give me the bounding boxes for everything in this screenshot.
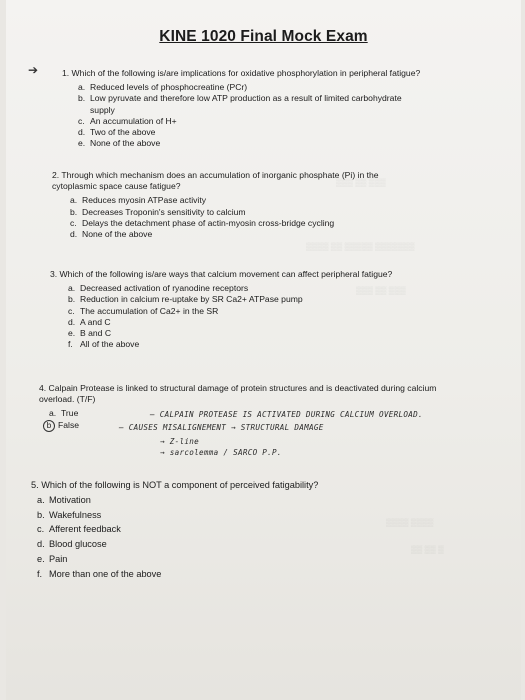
answer-option[interactable]: a. Decreased activation of ryanodine receptors [68, 283, 249, 294]
question-1 [62, 68, 422, 149]
answer-option[interactable]: e. Pain [37, 553, 68, 564]
answer-option-selected[interactable]: b False [45, 420, 449, 432]
question-3 [50, 269, 440, 350]
answer-option[interactable]: d. Two of the above [78, 127, 156, 138]
answer-option[interactable]: b. Reduction in calcium re-uptake by SR Ca2+ ATPase pump [68, 294, 303, 305]
answer-option[interactable]: e. None of the above [78, 138, 161, 149]
answer-option[interactable]: f. More than one of the above [37, 568, 162, 579]
answer-option[interactable]: b. Wakefulness [37, 509, 102, 520]
bleed-through-text: ▒▒▒▒ ▒▒ ▒▒▒▒▒ ▒▒▒▒▒▒▒ [306, 242, 415, 251]
handwritten-note: → Z-line [160, 437, 199, 446]
bleed-through-text: ▒▒▒ ▒▒ ▒▒▒ [336, 178, 386, 187]
bleed-through-text: ▒▒▒▒ ▒▒▒▒ [386, 518, 434, 527]
question-stem: 4. Calpain Protease is linked to structural damage of protein structures and is deactivated during calcium overload. (T/F) [39, 383, 437, 405]
question-stem: 3. Which of the following is/are ways that calcium movement can affect peripheral fatigue? [50, 269, 393, 279]
answer-option[interactable]: a. Motivation [37, 494, 91, 505]
answer-option[interactable]: d. A and C [68, 316, 111, 327]
answer-option[interactable]: d. Blood glucose [37, 539, 107, 550]
question-stem: 5. Which of the following is NOT a component of perceived fatigability? [31, 480, 319, 490]
answer-option[interactable]: c. The accumulation of Ca2+ in the SR [68, 305, 219, 316]
answer-option[interactable]: e. B and C [68, 328, 112, 339]
answer-option[interactable]: d. None of the above [70, 229, 153, 240]
exam-page [6, 0, 521, 700]
answer-option[interactable]: b. Low pyruvate and therefore low ATP production as a result of limited carbohydrate supply [78, 93, 402, 115]
answer-option[interactable]: a. True [49, 408, 79, 419]
right-arrow-icon: ➔ [28, 63, 39, 77]
answer-option[interactable]: c. Afferent feedback [37, 524, 121, 535]
answer-option[interactable]: a. Reduced levels of phosphocreatine (PCr) [78, 82, 248, 93]
question-stem: 1. Which of the following is/are implications for oxidative phosphorylation in peripheral fatigue? [62, 68, 421, 78]
answer-option[interactable]: c. An accumulation of H+ [78, 115, 177, 126]
question-5 [31, 478, 451, 582]
answer-option[interactable]: a. Reduces myosin ATPase activity [70, 195, 207, 206]
circled-answer-mark: b [43, 420, 55, 432]
bleed-through-text: ▒▒▒ ▒▒ ▒▒▒ [356, 286, 406, 295]
handwritten-note: — CALPAIN PROTEASE IS ACTIVATED DURING CALCIUM OVERLOAD. [150, 410, 423, 419]
question-stem: 2. Through which mechanism does an accumulation of inorganic phosphate (Pi) in the cytoplasmic space cause fatigue? [52, 170, 379, 192]
answer-option[interactable]: b. Decreases Troponin's sensitivity to calcium [70, 206, 246, 217]
handwritten-note: — CAUSES MISALIGNEMENT → STRUCTURAL DAMAGE [119, 423, 324, 432]
handwritten-note: → sarcolemma / SARCO P.P. [160, 448, 282, 457]
answer-option[interactable]: c. Delays the detachment phase of actin-myosin cross-bridge cycling [70, 217, 335, 228]
bleed-through-text: ▒▒ ▒▒ ▒ [411, 545, 444, 554]
exam-title: KINE 1020 Final Mock Exam [159, 28, 368, 45]
question-2 [52, 170, 422, 240]
answer-option[interactable]: f. All of the above [68, 339, 140, 350]
